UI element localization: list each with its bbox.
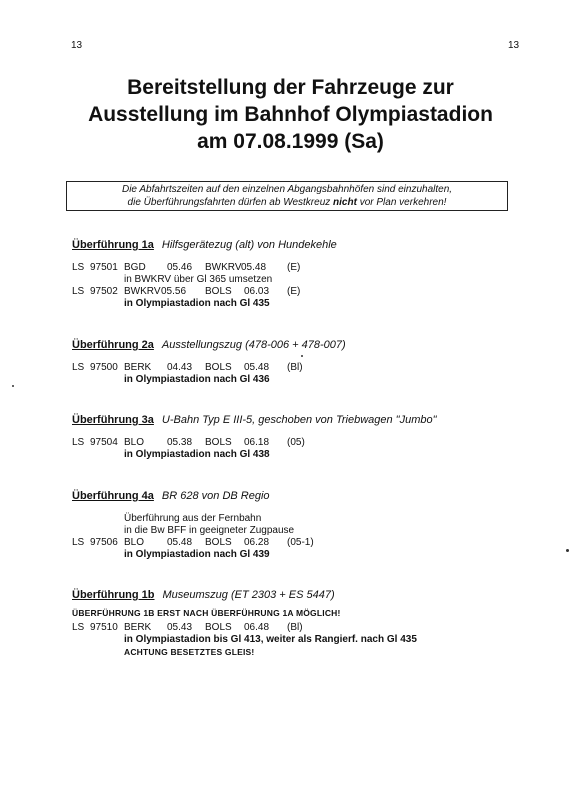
section-heading (72, 414, 532, 427)
schedule-row (72, 537, 532, 549)
ls-label: LS (72, 622, 85, 633)
section-description: Ausstellungszug (478-006 + 478-007) (161, 339, 346, 351)
schedule-row (72, 622, 532, 634)
section-code: Überführung 1b (72, 589, 155, 601)
section-heading (72, 490, 532, 503)
row-note: in die Bw BFF in geeigneter Zugpause (124, 525, 295, 536)
destination-station: BOLS (205, 286, 232, 297)
status-code: (E) (287, 286, 301, 297)
arrival-time: 06.18 (244, 437, 270, 448)
train-number: 97504 (90, 437, 118, 448)
title-line: Bereitstellung der Fahrzeuge zur (127, 76, 454, 99)
warning-text: ACHTUNG BESETZTES GLEIS! (124, 647, 255, 657)
transfer-section-1a (72, 239, 532, 310)
train-number: 97502 (90, 286, 118, 297)
origin-station: BERK (124, 362, 152, 373)
departure-time: 05.38 (167, 437, 193, 448)
row-note: in BWKRV über Gl 365 umsetzen (124, 274, 273, 285)
ls-label: LS (72, 437, 85, 448)
destination-station: BOLS (205, 622, 232, 633)
notice-line-2 (67, 197, 507, 210)
departure-time: 05.56 (161, 286, 187, 297)
scan-speck (301, 355, 303, 357)
section-description: Hilfsgerätezug (alt) von Hundekehle (161, 239, 337, 251)
departure-time: 05.43 (167, 622, 193, 633)
transfer-section-2a (72, 339, 532, 386)
destination-station: BOLS (205, 537, 232, 548)
section-code: Überführung 4a (72, 490, 154, 502)
origin-station: BLO (124, 537, 145, 548)
departure-time: 05.46 (167, 262, 193, 273)
section-description: U-Bahn Typ E III-5, geschoben von Triebwagen "Jumbo" (161, 414, 437, 426)
destination-station: BWKRV (205, 262, 242, 273)
section-description: Museumszug (ET 2303 + ES 5447) (162, 589, 335, 601)
section-heading (72, 339, 532, 352)
row-note: in Olympiastadion nach Gl 436 (124, 374, 270, 385)
destination-station: BOLS (205, 437, 232, 448)
departure-time: 04.43 (167, 362, 193, 373)
arrival-time: 06.03 (244, 286, 270, 297)
notice-text: die Überführungsfahrten dürfen ab Westkreuz (127, 196, 334, 208)
ls-label: LS (72, 362, 85, 373)
section-code: Überführung 3a (72, 414, 154, 426)
section-heading (72, 589, 532, 602)
train-number: 97510 (90, 622, 118, 633)
status-code: (E) (287, 262, 301, 273)
origin-station: BWKRV (124, 286, 161, 297)
scan-speck (566, 549, 569, 552)
page-number-left: 13 (71, 40, 83, 51)
status-code: (05-1) (287, 537, 314, 548)
train-number: 97506 (90, 537, 118, 548)
origin-station: BGD (124, 262, 146, 273)
row-note: in Olympiastadion bis Gl 413, weiter als Rangierf. nach Gl 435 (124, 634, 417, 645)
section-code: Überführung 1a (72, 239, 154, 251)
ls-label: LS (72, 537, 85, 548)
schedule-row (72, 262, 532, 274)
destination-station: BOLS (205, 362, 232, 373)
train-number: 97501 (90, 262, 118, 273)
arrival-time: 05.48 (241, 262, 267, 273)
status-code: (Bl) (287, 362, 303, 373)
arrival-time: 06.28 (244, 537, 270, 548)
arrival-time: 05.48 (244, 362, 270, 373)
warning-text: ÜBERFÜHRUNG 1B ERST NACH ÜBERFÜHRUNG 1A MÖGLICH! (72, 608, 341, 618)
arrival-time: 06.48 (244, 622, 270, 633)
train-number: 97500 (90, 362, 118, 373)
transfer-section-3a (72, 414, 532, 461)
notice-box (66, 181, 508, 211)
status-code: (Bl) (287, 622, 303, 633)
section-description: BR 628 von DB Regio (161, 490, 270, 502)
scan-speck (12, 385, 14, 387)
status-code: (05) (287, 437, 305, 448)
row-note: in Olympiastadion nach Gl 435 (124, 298, 270, 309)
title-line: am 07.08.1999 (Sa) (197, 130, 384, 153)
title-line: Ausstellung im Bahnhof Olympiastadion (88, 103, 493, 126)
schedule-row (72, 362, 532, 374)
departure-time: 05.48 (167, 537, 193, 548)
origin-station: BLO (124, 437, 145, 448)
schedule-row (72, 286, 532, 298)
page-number-right: 13 (508, 40, 520, 51)
section-heading (72, 239, 532, 252)
origin-station: BERK (124, 622, 152, 633)
notice-text: vor Plan verkehren! (356, 196, 447, 208)
page-title (40, 74, 541, 155)
transfer-section-4a (72, 490, 532, 561)
notice-emphasis: nicht (333, 196, 357, 208)
transfer-section-1b (72, 589, 532, 659)
ls-label: LS (72, 286, 85, 297)
ls-label: LS (72, 262, 85, 273)
section-code: Überführung 2a (72, 339, 154, 351)
row-note: in Olympiastadion nach Gl 438 (124, 449, 270, 460)
notice-line-1: Die Abfahrtszeiten auf den einzelnen Abgangsbahnhöfen sind einzuhalten, (121, 184, 453, 195)
schedule-row (72, 437, 532, 449)
row-note: Überführung aus der Fernbahn (124, 513, 262, 524)
row-note: in Olympiastadion nach Gl 439 (124, 549, 270, 560)
